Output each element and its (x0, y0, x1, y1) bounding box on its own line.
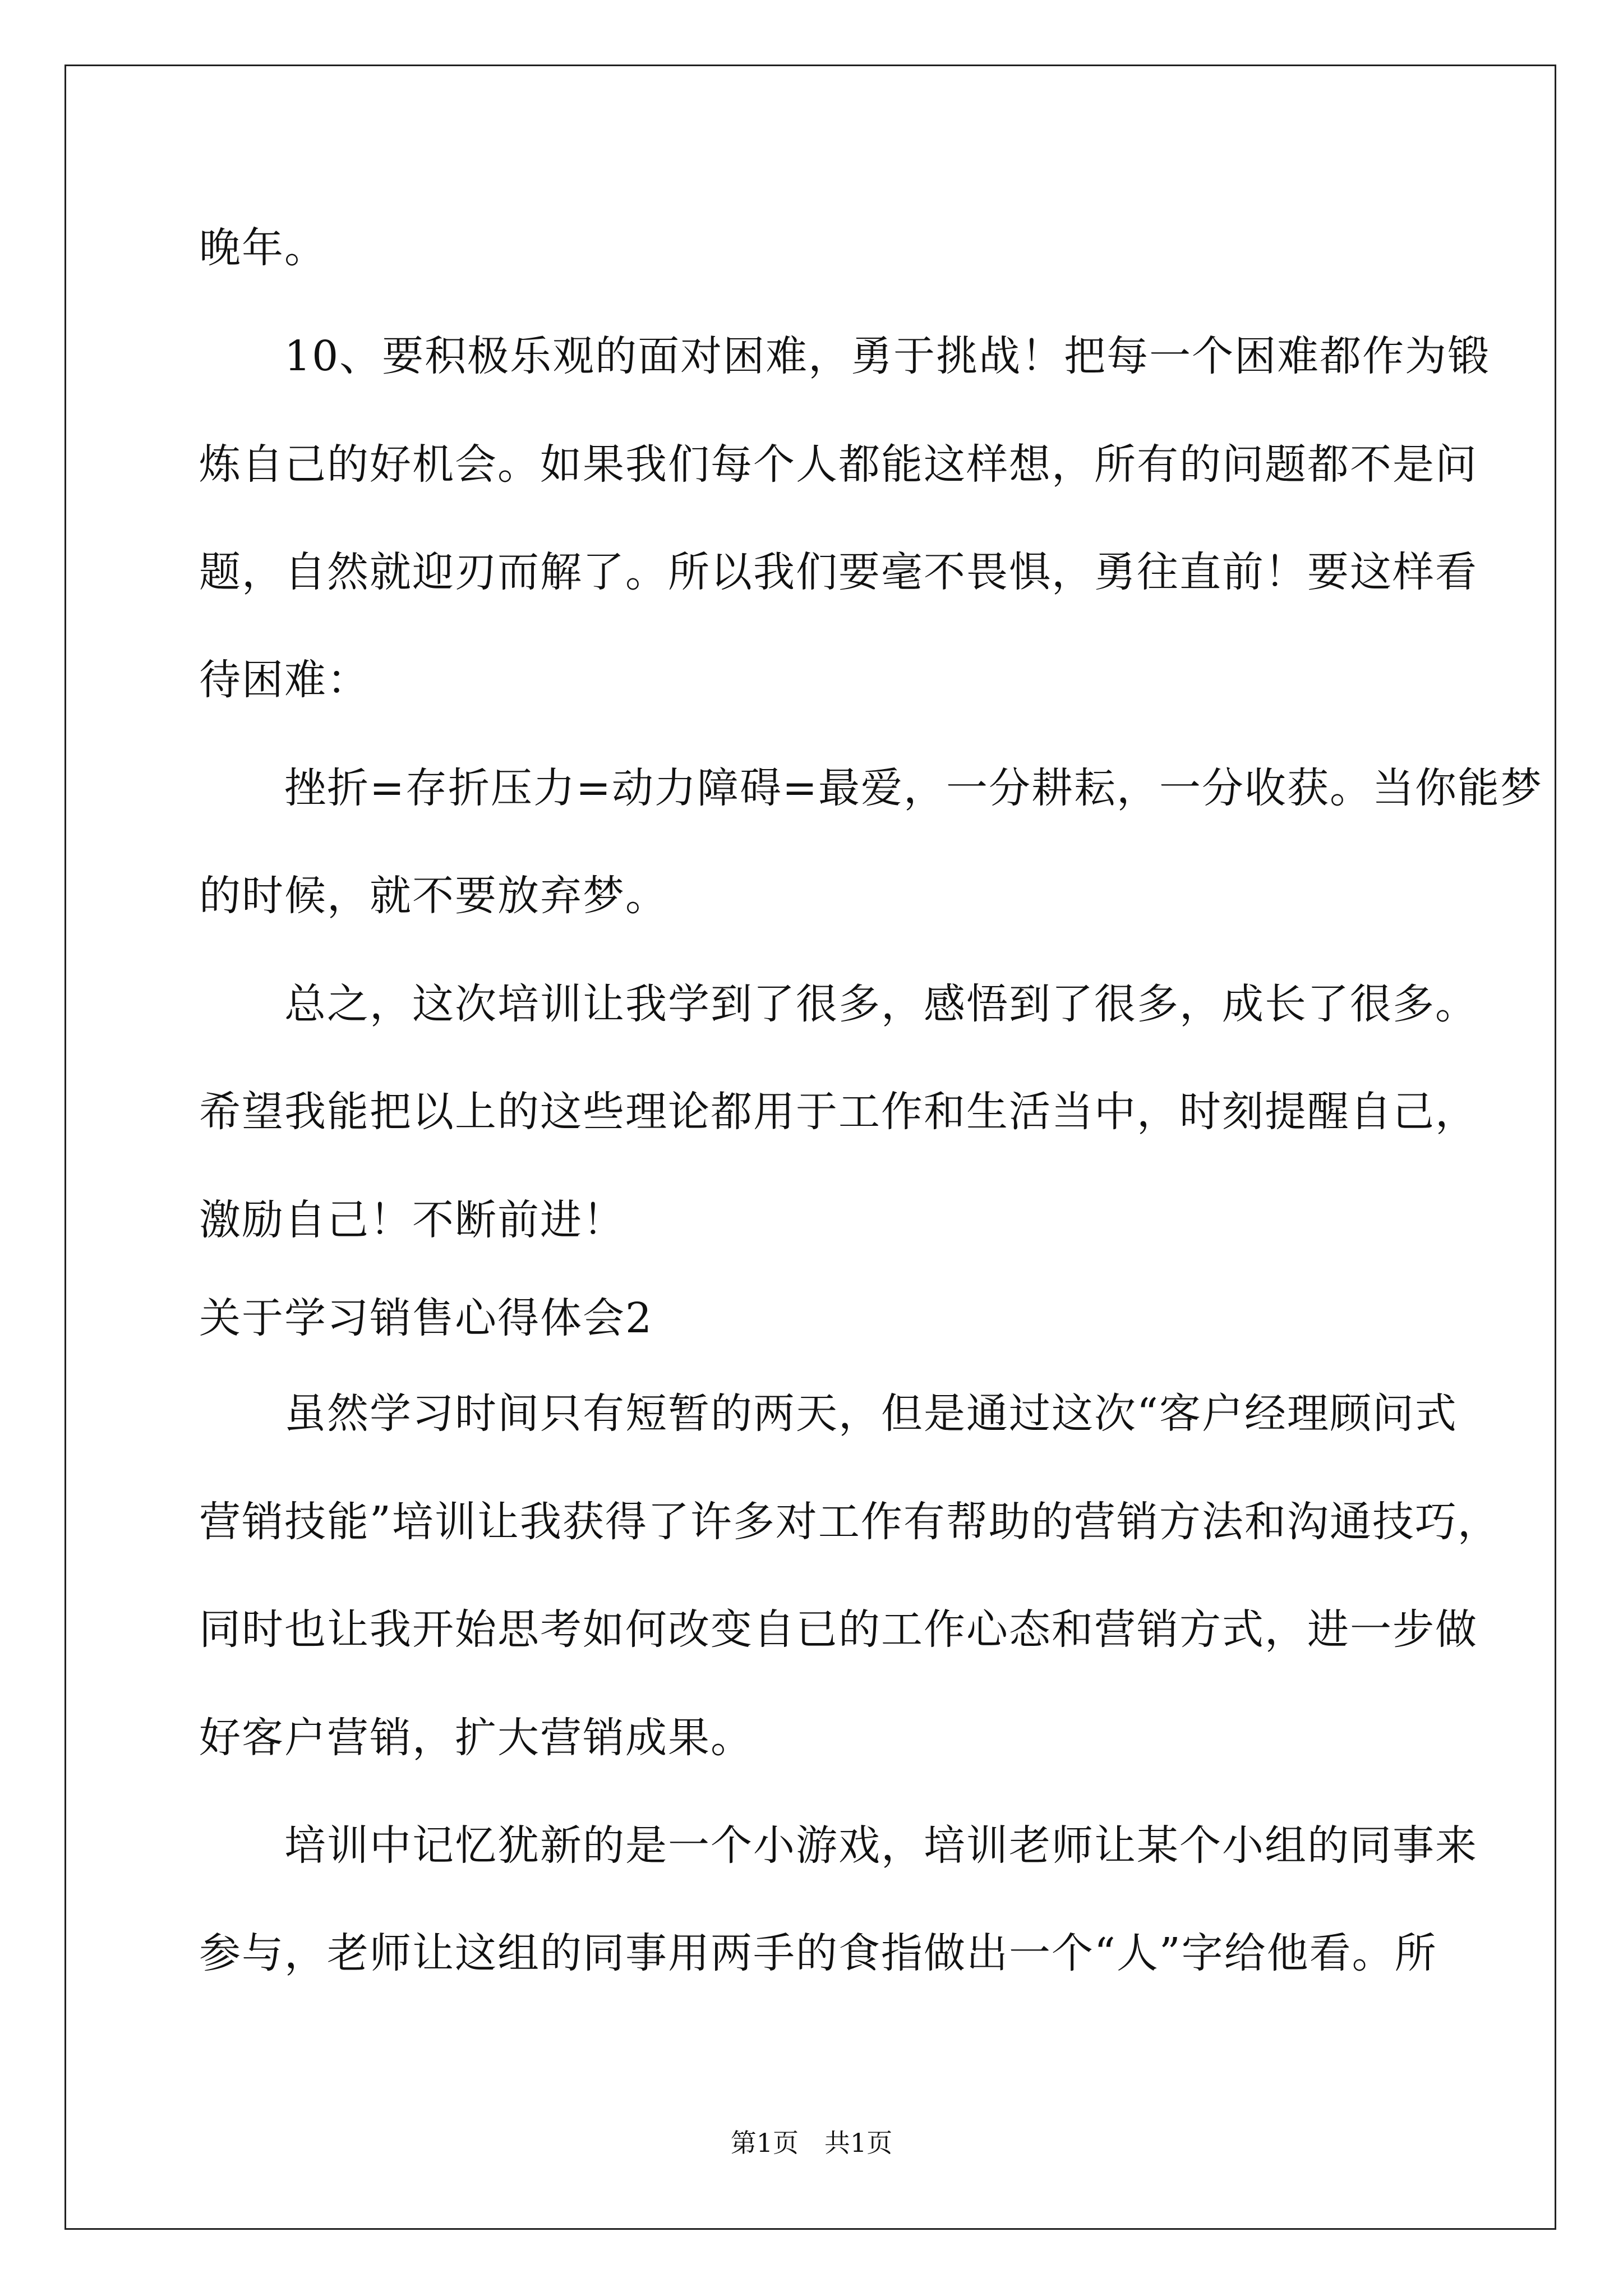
text-line: 好客户营销，扩大营销成果。 (199, 1714, 753, 1762)
text-line: 炼自己的好机会。如果我们每个人都能这样想，所有的问题都不是问 (199, 440, 1478, 489)
text-line: 营销技能”培训让我获得了许多对工作有帮助的营销方法和沟通技巧， (199, 1498, 1500, 1546)
text-line: 激励自己！不断前进！ (199, 1196, 625, 1244)
page-border (64, 65, 1556, 2230)
text-line: 总之，这次培训让我学到了很多，感悟到了很多，成长了很多。 (199, 980, 1478, 1028)
text-line: 参与，老师让这组的同事用两手的食指做出一个“人”字给他看。所 (199, 1929, 1437, 1977)
page-footer: 第1页 共1页 (730, 2128, 893, 2158)
text-line: 题，自然就迎刃而解了。所以我们要毫不畏惧，勇往直前！要这样看 (199, 548, 1478, 596)
text-line: 晚年。 (199, 224, 327, 272)
text-line: 希望我能把以上的这些理论都用于工作和生活当中，时刻提醒自己， (199, 1088, 1478, 1136)
text-line: 的时候，就不要放弃梦。 (199, 872, 668, 920)
section-heading: 关于学习销售心得体会2 (199, 1294, 653, 1342)
text-line: 10、要积极乐观的面对困难，勇于挑战！把每一个困难都作为锻 (199, 332, 1491, 380)
text-line: 虽然学习时间只有短暂的两天，但是通过这次“客户经理顾问式 (199, 1389, 1458, 1438)
text-line: 挫折=存折压力=动力障碍=最爱，一分耕耘，一分收获。当你能梦 (199, 764, 1543, 812)
text-line: 待困难： (199, 656, 370, 704)
text-line: 培训中记忆犹新的是一个小游戏，培训老师让某个小组的同事来 (199, 1821, 1478, 1870)
text-line: 同时也让我开始思考如何改变自已的工作心态和营销方式，进一步做 (199, 1605, 1478, 1654)
